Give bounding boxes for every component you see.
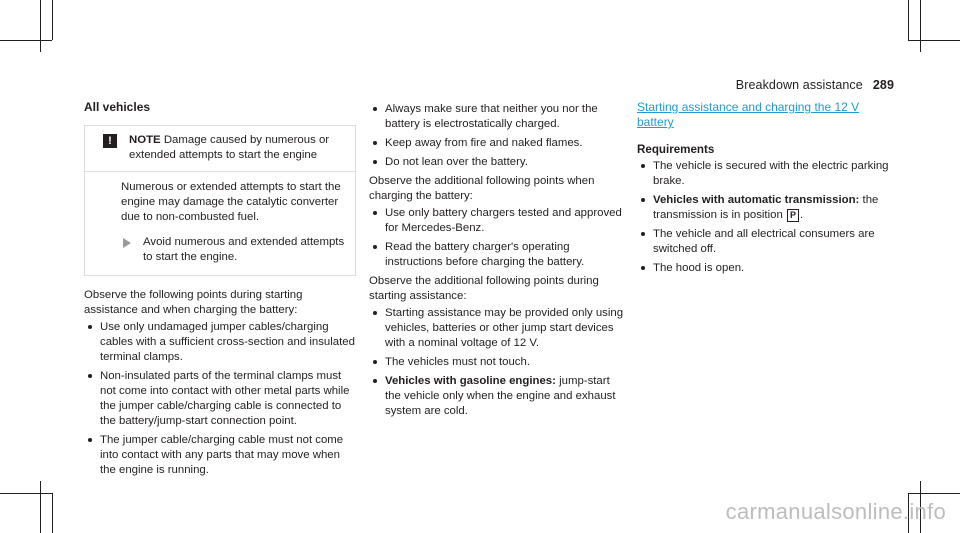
- bullet-list: [369, 206, 627, 270]
- crop-mark: [52, 0, 53, 40]
- notice-body: [85, 171, 355, 275]
- crop-mark: [52, 493, 53, 533]
- crop-mark: [40, 481, 41, 533]
- crop-mark: [908, 40, 960, 41]
- list-item: The jumper cable/charging cable must not come into contact with any parts that may move when the engine is running.: [84, 433, 356, 478]
- gasoline-label: Vehicles with gasoline engines:: [385, 375, 556, 387]
- list-item: Vehicles with automatic transmission: the transmission is in position P .: [637, 193, 899, 223]
- column-right: [637, 100, 899, 280]
- list-item: Non-insulated parts of the terminal clamps must not come into contact with other metal parts while the jumper cable/charging cable is connected to the battery/jump-start connection point.: [84, 369, 356, 429]
- list-item: Always make sure that neither you nor the battery is electrostatically charged.: [369, 102, 627, 132]
- list-item: Do not lean over the battery.: [369, 155, 627, 170]
- gasoline-text: jump-start the vehicle only when the engine and exhaust system are cold.: [385, 375, 616, 417]
- list-item: Read the battery charger's operating instructions before charging the battery.: [369, 240, 627, 270]
- list-item: The vehicles must not touch.: [369, 355, 627, 370]
- list-item: [369, 374, 627, 419]
- notice-action: [121, 235, 345, 265]
- crop-mark: [0, 493, 52, 494]
- page-header: [736, 78, 894, 92]
- action-arrow-icon: [123, 238, 131, 248]
- paragraph: Observe the additional following points during starting assistance:: [369, 275, 599, 302]
- list-item: Starting assistance may be provided only using vehicles, batteries or other jump start devices with a nominal voltage of 12 V.: [369, 306, 627, 351]
- watermark: carmanualsonline.info: [725, 499, 946, 524]
- crop-mark: [40, 0, 41, 52]
- auto-text: the transmission is in position: [653, 194, 879, 221]
- section-heading: All vehicles: [84, 100, 151, 114]
- section-title: Breakdown assistance: [735, 78, 863, 92]
- notice-box: [84, 125, 356, 276]
- list-item: The vehicle is secured with the electric parking brake.: [637, 159, 899, 189]
- paragraph: Observe the additional following points when charging the battery:: [369, 175, 595, 202]
- crop-mark: [908, 493, 960, 494]
- crop-mark: [0, 40, 52, 41]
- list-item: The vehicle and all electrical consumers are switched off.: [637, 227, 899, 257]
- crop-mark: [908, 0, 909, 40]
- column-left: [84, 100, 356, 482]
- requirements-list: [637, 159, 899, 276]
- bullet-list: [369, 102, 627, 170]
- list-item: Keep away from fire and naked flames.: [369, 136, 627, 151]
- list-item: The hood is open.: [637, 261, 899, 276]
- bullet-list: [369, 306, 627, 419]
- park-position-icon: P: [787, 209, 799, 222]
- list-item: Use only undamaged jumper cables/charging cables with a sufficient cross-section and insulated terminal clamps.: [84, 320, 356, 365]
- notice-title-text: [129, 133, 347, 163]
- page-number: 289: [872, 78, 894, 92]
- notice-label: NOTE: [129, 134, 161, 146]
- bullet-list: [84, 320, 356, 478]
- notice-action-text: Avoid numerous and extended attempts to start the engine.: [143, 236, 345, 263]
- crop-mark: [920, 0, 921, 52]
- auto-label: Vehicles with automatic transmission:: [653, 194, 860, 206]
- requirements-heading: Requirements: [637, 143, 715, 156]
- column-middle: [369, 100, 627, 423]
- notice-title: Damage caused by numerous or extended attempts to start the engine: [129, 134, 330, 161]
- list-item: Use only battery chargers tested and approved for Mercedes-Benz.: [369, 206, 627, 236]
- section-link[interactable]: Starting assistance and charging the 12 V battery: [637, 100, 860, 129]
- notice-header: [85, 126, 355, 171]
- intro-paragraph: Observe the following points during starting assistance and when charging the battery:: [84, 289, 303, 316]
- notice-text: Numerous or extended attempts to start the engine may damage the catalytic converter due to non-combusted fuel.: [121, 181, 341, 223]
- warning-exclamation-icon: !: [103, 134, 117, 148]
